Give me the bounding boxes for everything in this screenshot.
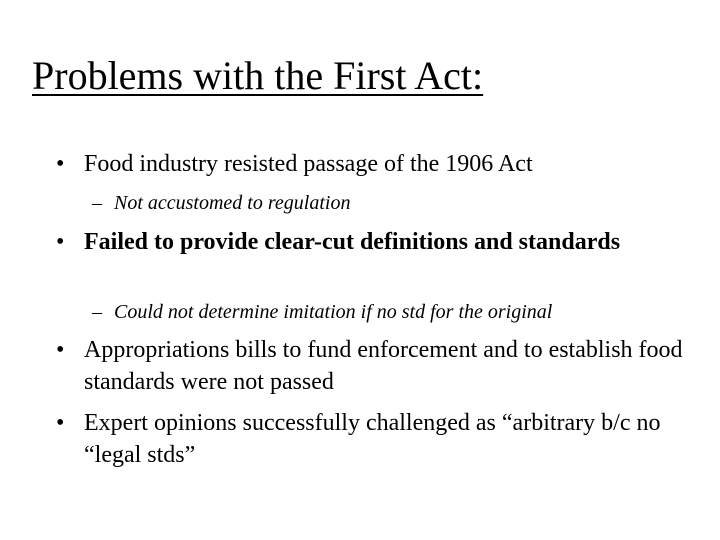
bullet-marker: • (56, 151, 65, 177)
bullet-text: Appropriations bills to fund enforcement and to establish food standards were not passed (84, 337, 683, 395)
sub-bullet-text: Could not determine imitation if no std for the original (114, 301, 553, 323)
bullet-text: Expert opinions successfully challenged as “arbitrary b/c no “legal stds” (84, 410, 661, 468)
bullet-marker: • (56, 229, 65, 255)
dash-marker: – (92, 301, 102, 323)
slide-title: Problems with the First Act: (32, 53, 484, 98)
bullet-item (56, 148, 688, 180)
bullet-text: Food industry resisted passage of the 1906 Act (84, 151, 533, 177)
bullet-item (56, 226, 688, 258)
bullet-marker: • (56, 410, 65, 436)
sub-bullet-item (92, 299, 692, 325)
sub-bullet-item (92, 190, 692, 216)
sub-bullet-text: Not accustomed to regulation (114, 192, 351, 214)
dash-marker: – (92, 192, 102, 214)
bullet-item (56, 334, 688, 398)
bullet-marker: • (56, 337, 65, 363)
bullet-text: Failed to provide clear-cut definitions and standards (84, 229, 621, 255)
bullet-item (56, 407, 688, 471)
